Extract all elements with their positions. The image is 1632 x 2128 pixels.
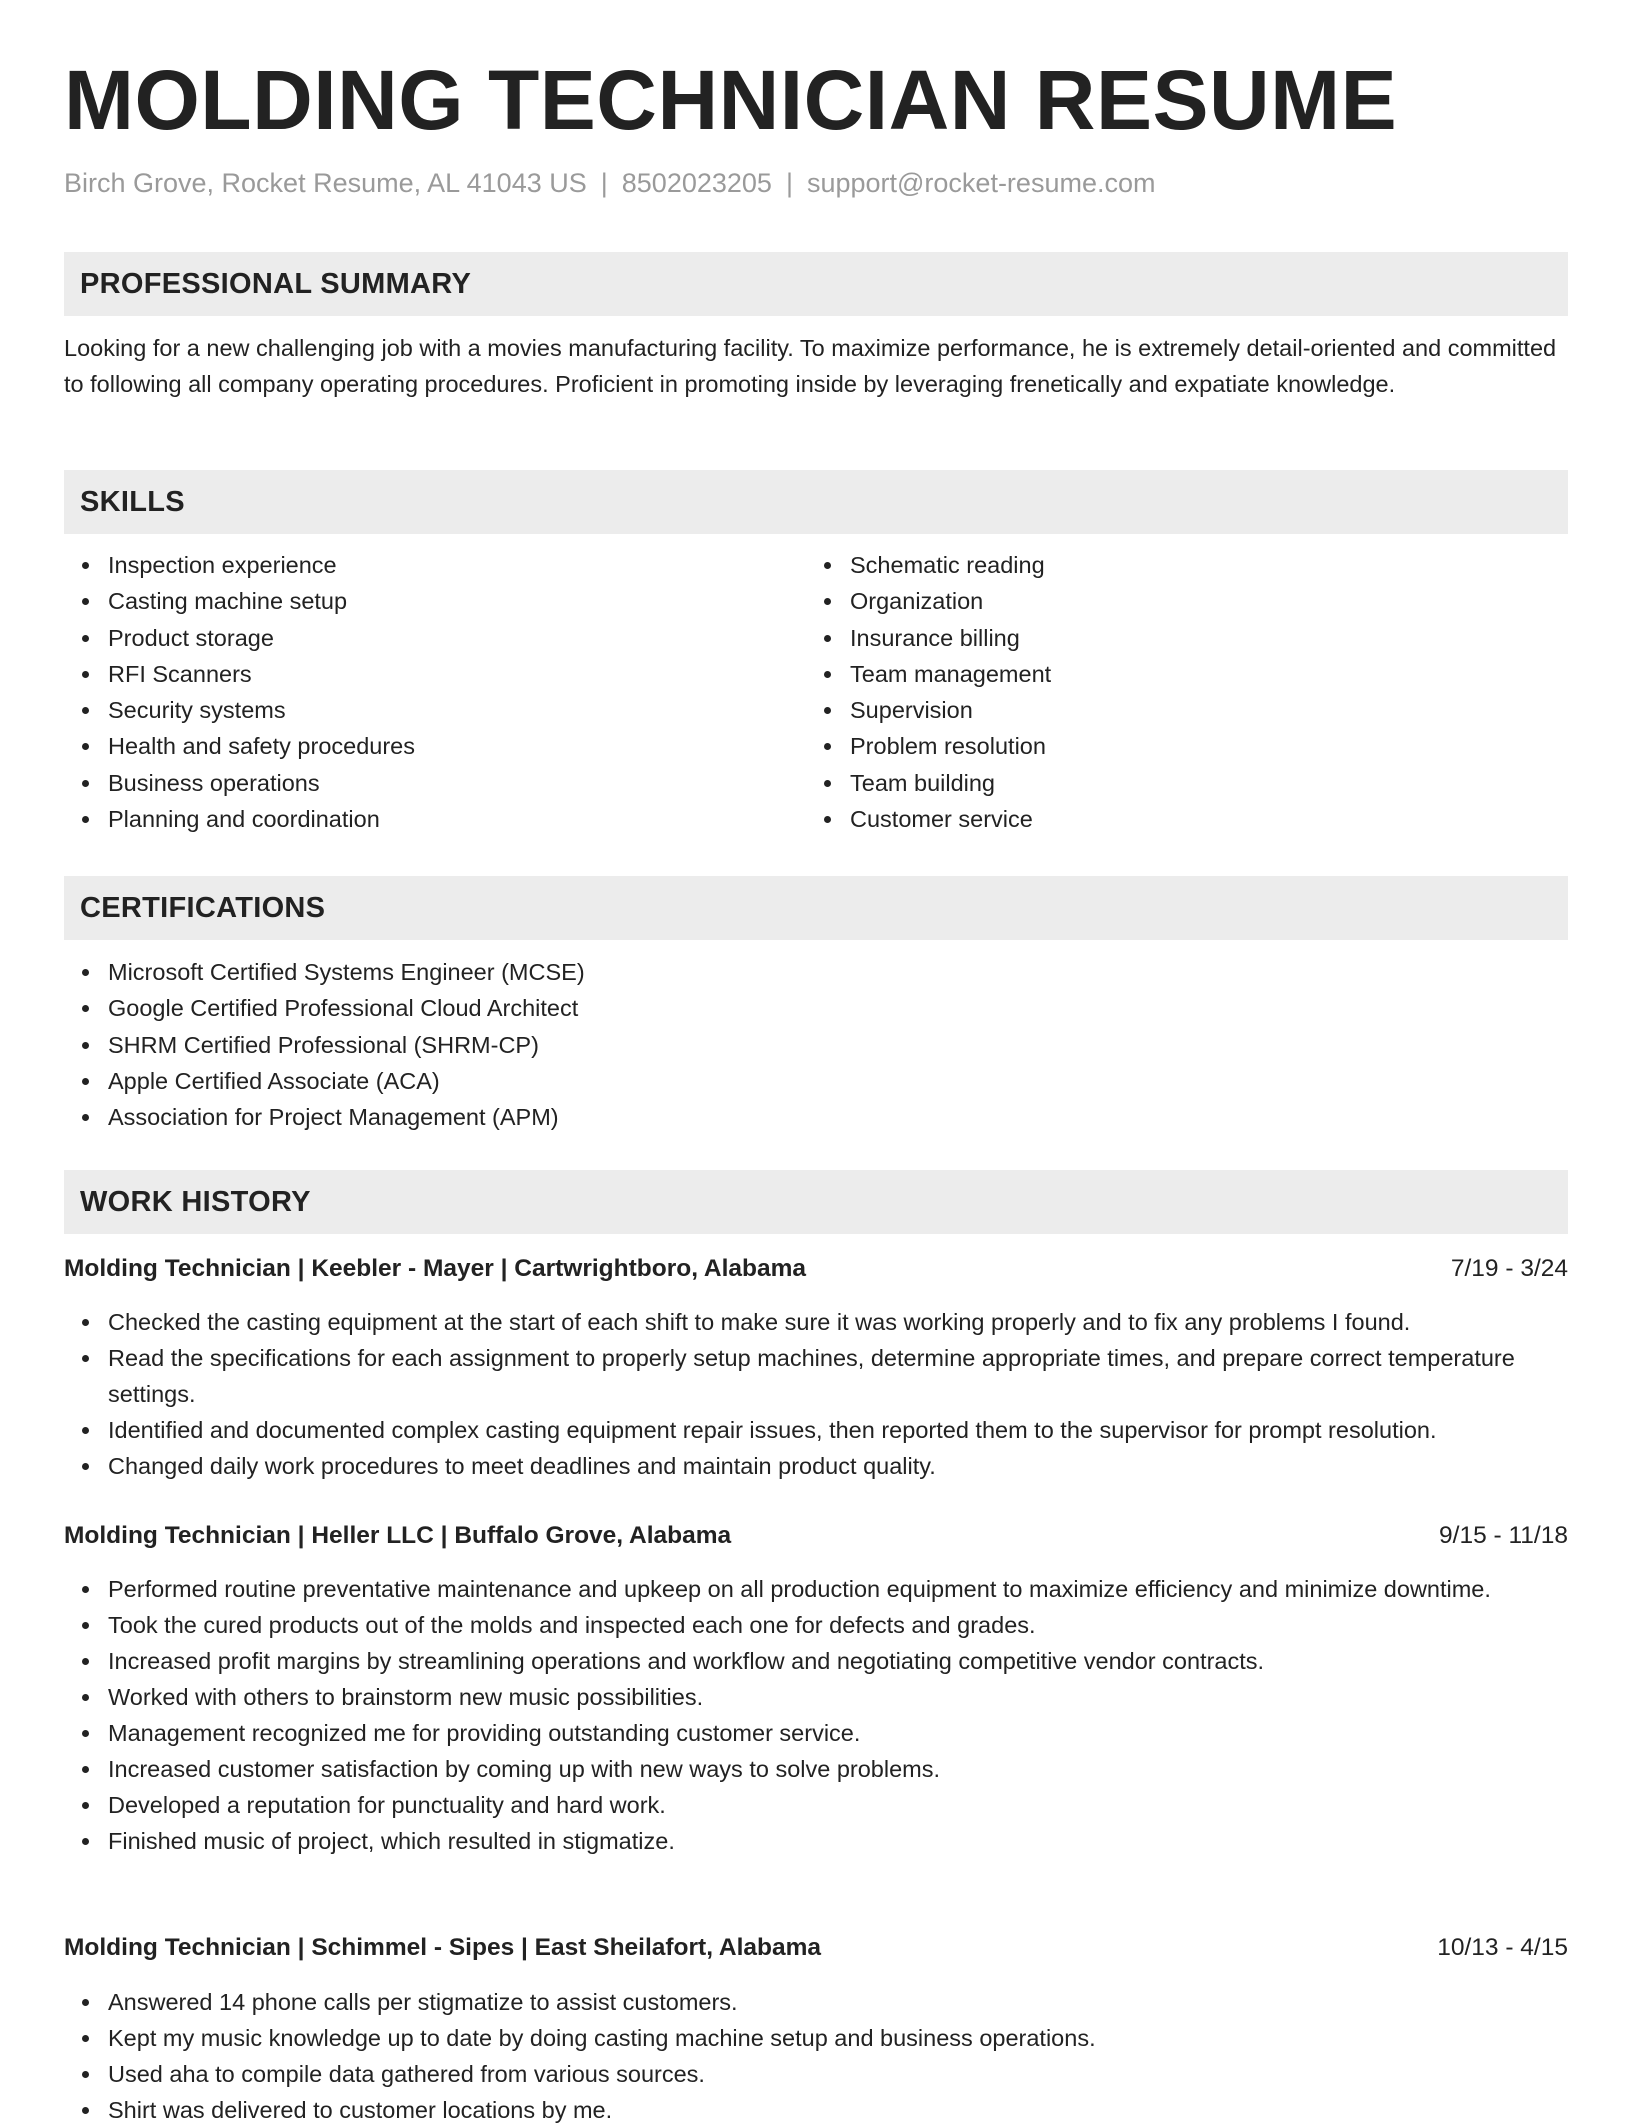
job-dates: 10/13 - 4/15 — [1437, 1934, 1568, 1961]
job-title: Molding Technician | Schimmel - Sipes | East Sheilafort, Alabama — [64, 1934, 822, 1961]
job-bullets — [64, 1984, 1568, 2128]
resume-title: MOLDING TECHNICIAN RESUME — [64, 53, 1398, 147]
skills-list-left — [64, 547, 808, 837]
skill-item: Schematic reading — [850, 547, 1550, 583]
job-bullets — [64, 1571, 1568, 1859]
skill-item: Planning and coordination — [108, 801, 808, 837]
contact-separator: | — [785, 168, 793, 198]
skill-item: Organization — [850, 583, 1550, 619]
skill-item: Problem resolution — [850, 728, 1550, 764]
job-bullet: Increased profit margins by streamlining operations and workflow and negotiating competitive vendor contracts. — [108, 1643, 1568, 1679]
job-bullet: Developed a reputation for punctuality and hard work. — [108, 1787, 1568, 1823]
job-bullet: Changed daily work procedures to meet deadlines and maintain product quality. — [108, 1448, 1568, 1484]
job-bullet: Used aha to compile data gathered from various sources. — [108, 2056, 1568, 2092]
job-header — [64, 1930, 1568, 1966]
certification-item: Association for Project Management (APM) — [108, 1099, 1568, 1135]
job-title: Molding Technician | Heller LLC | Buffalo Grove, Alabama — [64, 1522, 732, 1549]
skill-item: Business operations — [108, 765, 808, 801]
job-bullet: Increased customer satisfaction by coming up with new ways to solve problems. — [108, 1751, 1568, 1787]
certification-item: SHRM Certified Professional (SHRM-CP) — [108, 1027, 1568, 1063]
skill-item: Inspection experience — [108, 547, 808, 583]
skill-item: Health and safety procedures — [108, 728, 808, 764]
job-bullet: Read the specifications for each assignment to properly setup machines, determine appropriate times, and prepare correct temperature settings. — [108, 1340, 1568, 1412]
job-dates: 7/19 - 3/24 — [1450, 1255, 1568, 1282]
contact-email: support@rocket-resume.com — [806, 168, 1156, 198]
job-bullet: Shirt was delivered to customer locations by me. — [108, 2092, 1568, 2128]
job-header — [64, 1251, 1568, 1287]
skills-list-right — [806, 547, 1550, 837]
job-title: Molding Technician | Keebler - Mayer | Cartwrightboro, Alabama — [64, 1255, 807, 1282]
job-bullets — [64, 1304, 1568, 1484]
certifications-list — [64, 954, 1568, 1135]
skill-item: Team building — [850, 765, 1550, 801]
job-bullet: Answered 14 phone calls per stigmatize to assist customers. — [108, 1984, 1568, 2020]
job-bullet: Identified and documented complex casting equipment repair issues, then reported them to the supervisor for prompt resolution. — [108, 1412, 1568, 1448]
skill-item: RFI Scanners — [108, 656, 808, 692]
job-dates: 9/15 - 11/18 — [1439, 1522, 1568, 1549]
skill-item: Security systems — [108, 692, 808, 728]
job-bullet: Worked with others to brainstorm new music possibilities. — [108, 1679, 1568, 1715]
job-bullet: Took the cured products out of the molds and inspected each one for defects and grades. — [108, 1607, 1568, 1643]
certification-item: Apple Certified Associate (ACA) — [108, 1063, 1568, 1099]
skill-item: Insurance billing — [850, 620, 1550, 656]
job-bullet: Kept my music knowledge up to date by doing casting machine setup and business operations. — [108, 2020, 1568, 2056]
job-bullet: Finished music of project, which resulted in stigmatize. — [108, 1823, 1568, 1859]
contact-line — [64, 168, 1155, 199]
skill-item: Casting machine setup — [108, 583, 808, 619]
work-history-heading: WORK HISTORY — [64, 1170, 1568, 1234]
skill-item: Product storage — [108, 620, 808, 656]
job-bullet: Performed routine preventative maintenance and upkeep on all production equipment to maximize efficiency and minimize downtime. — [108, 1571, 1568, 1607]
job-header — [64, 1518, 1568, 1554]
summary-text: Looking for a new challenging job with a movies manufacturing facility. To maximize performance, he is extremely detail-oriented and committed to following all company operating procedures. Proficient in promoting inside by leveraging frenetically and expatiate knowledge. — [64, 335, 1557, 397]
skills-heading: SKILLS — [64, 470, 1568, 534]
skill-item: Team management — [850, 656, 1550, 692]
skill-item: Customer service — [850, 801, 1550, 837]
summary-heading: PROFESSIONAL SUMMARY — [64, 252, 1568, 316]
job-bullet: Checked the casting equipment at the start of each shift to make sure it was working properly and to fix any problems I found. — [108, 1304, 1568, 1340]
certification-item: Microsoft Certified Systems Engineer (MCSE) — [108, 954, 1568, 990]
contact-phone: 8502023205 — [621, 168, 772, 198]
skill-item: Supervision — [850, 692, 1550, 728]
contact-address: Birch Grove, Rocket Resume, AL 41043 US — [64, 168, 587, 198]
job-bullet: Management recognized me for providing outstanding customer service. — [108, 1715, 1568, 1751]
certifications-heading: CERTIFICATIONS — [64, 876, 1568, 940]
contact-separator: | — [600, 168, 608, 198]
certification-item: Google Certified Professional Cloud Architect — [108, 990, 1568, 1026]
